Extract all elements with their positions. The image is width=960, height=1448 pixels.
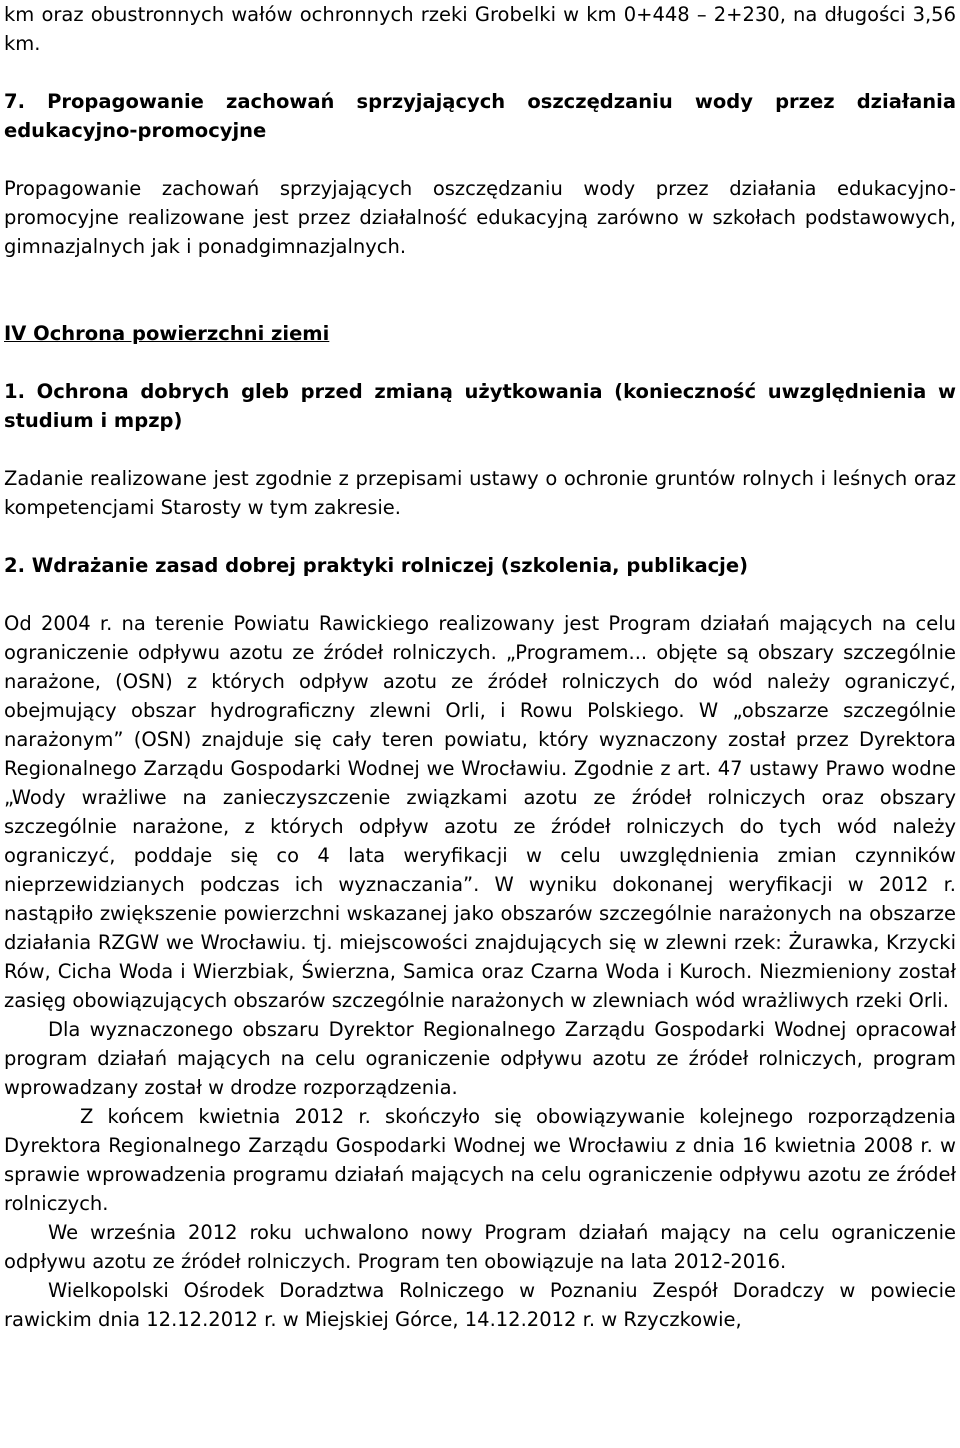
paragraph-1: Zadanie realizowane jest zgodnie z przepisami ustawy o ochronie gruntów rolnych i leśnych oraz kompetencjami Starosty w tym zakresie.	[4, 467, 956, 519]
heading-2: 2. Wdrażanie zasad dobrej praktyki rolniczej (szkolenia, publikacje)	[4, 554, 749, 577]
paragraph-2b: Dla wyznaczonego obszaru Dyrektor Regionalnego Zarządu Gospodarki Wodnej opracował program działań mających na celu ograniczenie odpływu azotu ze źródeł rolniczych, program wprowadzany został w drodze rozporządzenia.	[4, 1018, 956, 1099]
paragraph-2e: Wielkopolski Ośrodek Doradztwa Rolniczego w Poznaniu Zespół Doradczy w powiecie rawickim dnia 12.12.2012 r. w Miejskiej Górce, 14.12.2012 r. w Rzyczkowie,	[4, 1279, 956, 1331]
document-page	[4, 0, 956, 1334]
paragraph-7: Propagowanie zachowań sprzyjających oszczędzaniu wody przez działania edukacyjno-promocyjne realizowane jest przez działalność edukacyjną zarówno w szkołach podstawowych, gimnazjalnych jak i ponadgimnazjalnych.	[4, 177, 956, 258]
paragraph-2a: Od 2004 r. na terenie Powiatu Rawickiego realizowany jest Program działań mających na celu ograniczenie odpływu azotu ze źródeł rolniczych. „Programem... objęte są obszary szczególnie narażone, (OSN) z których odpływ azotu ze źródeł rolniczych do wód należy ograniczyć, obejmujący obszar hydrograficzny zlewni Orli, i Rowu Polskiego. W „obszarze szczególnie narażonym” (OSN) znajduje się cały teren powiatu, który wyznaczony został przez Dyrektora Regionalnego Zarządu Gospodarki Wodnej we Wrocławiu. Zgodnie z art. 47 ustawy Prawo wodne „Wody wrażliwe na zanieczyszczenie związkami azotu ze źródeł rolniczych oraz obszary szczególnie narażone, z których odpływ azotu ze źródeł rolniczych do tych wód należy ograniczyć, poddaje się co 4 lata weryfikacji w celu uwzględnienia zmian czynników nieprzewidzianych podczas ich wyznaczania”. W wyniku dokonanej weryfikacji w 2012 r. nastąpiło zwiększenie powierzchni wskazanej jako obszarów szczególnie narażonych na obszarze działania RZGW we Wrocławiu. tj. miejscowości znajdujących się w zlewni rzek: Żurawka, Krzycki Rów, Cicha Woda i Wierzbiak, Świerzna, Samica oraz Czarna Woda i Kuroch. Niezmieniony został zasięg obowiązujących obszarów szczególnie narażonych w zlewniach wód wrażliwych rzeki Orli.	[4, 612, 956, 1012]
intro-paragraph: km oraz obustronnych wałów ochronnych rzeki Grobelki w km 0+448 – 2+230, na długości 3,56 km.	[4, 3, 956, 55]
heading-1: 1. Ochrona dobrych gleb przed zmianą użytkowania (konieczność uwzględnienia w studium i mpzp)	[4, 380, 956, 432]
section-heading-iv: IV Ochrona powierzchni ziemi	[4, 322, 330, 345]
paragraph-2c: Z końcem kwietnia 2012 r. skończyło się obowiązywanie kolejnego rozporządzenia Dyrektora Regionalnego Zarządu Gospodarki Wodnej we Wrocławiu z dnia 16 kwietnia 2008 r. w sprawie wprowadzenia programu działań mających na celu ograniczenie odpływu azotu ze źródeł rolniczych.	[4, 1105, 956, 1215]
heading-7: 7. Propagowanie zachowań sprzyjających oszczędzaniu wody przez działania edukacyjno-promocyjne	[4, 90, 956, 142]
paragraph-2d: We września 2012 roku uchwalono nowy Program działań mający na celu ograniczenie odpływu azotu ze źródeł rolniczych. Program ten obowiązuje na lata 2012-2016.	[4, 1221, 956, 1273]
